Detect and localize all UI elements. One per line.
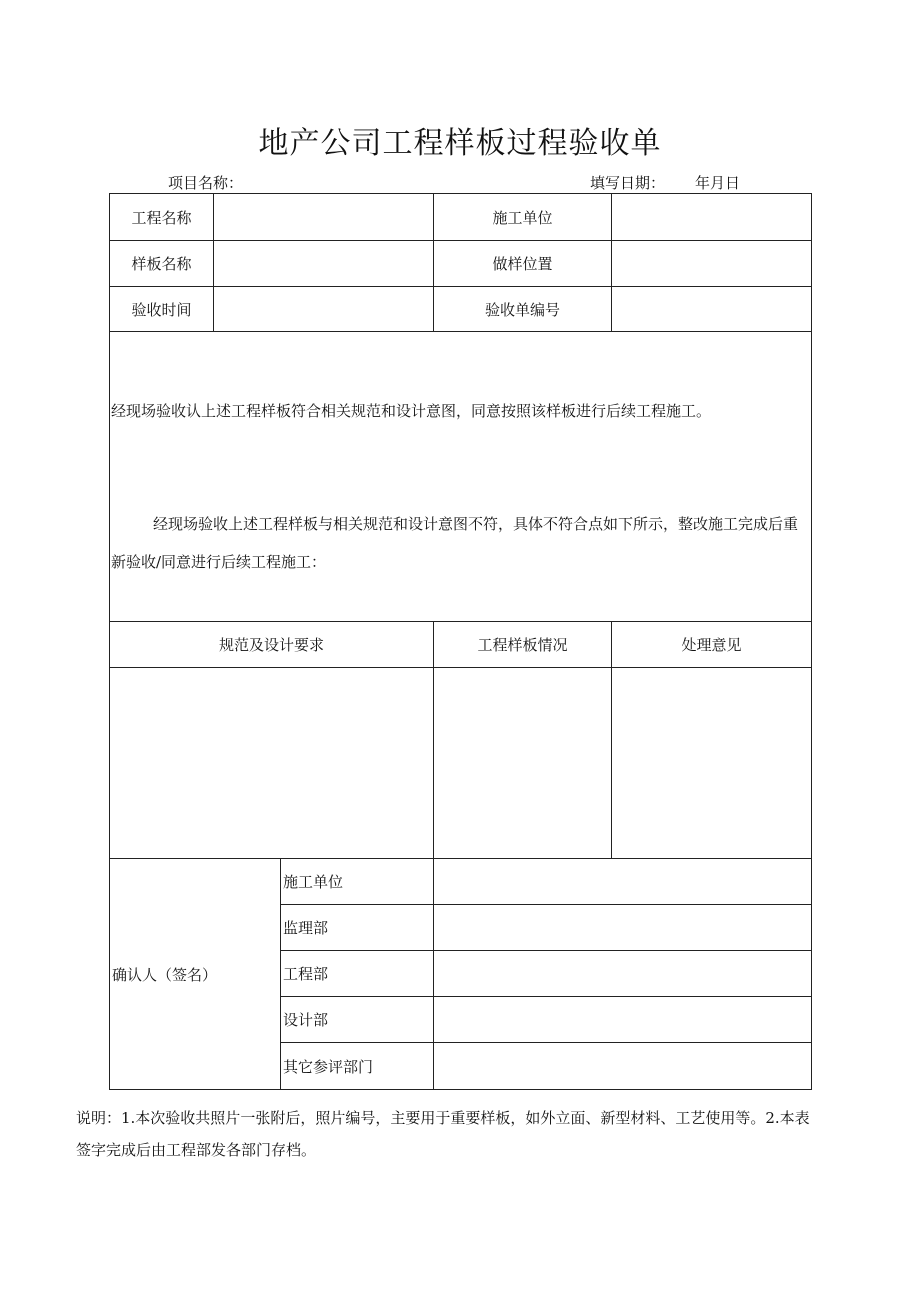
signoff-signature-cell[interactable]: [434, 859, 812, 905]
date-placeholder: 年月日: [695, 174, 741, 192]
sample-value[interactable]: [214, 241, 434, 287]
number-value[interactable]: [612, 287, 812, 332]
sample-label: 样板名称: [110, 241, 214, 287]
opinion-header: 处理意见: [612, 622, 812, 668]
signoff-signature-cell[interactable]: [434, 951, 812, 997]
project-value[interactable]: [214, 194, 434, 241]
requirements-cell[interactable]: [110, 668, 434, 859]
number-label: 验收单编号: [434, 287, 612, 332]
fill-date-label: 填写日期：: [590, 174, 666, 192]
footnote: 说明：1.本次验收共照片一张附后，照片编号，主要用于重要样板，如外立面、新型材料、工艺使用等。2.本表签字完成后由工程部发各部门存档。: [76, 1109, 810, 1159]
rejected-statement: 经现场验收上述工程样板与相关规范和设计意图不符，具体不符合点如下所示，整改施工完成后重新验收/同意进行后续工程施工：: [111, 515, 799, 571]
page-title: 地产公司工程样板过程验收单: [258, 126, 662, 161]
signoff-row-label: 施工单位: [281, 859, 434, 905]
signoff-row-label: 其它参评部门: [281, 1043, 434, 1090]
approved-statement: 经现场验收认上述工程样板符合相关规范和设计意图，同意按照该样板进行后续工程施工。: [111, 402, 712, 420]
project-name-label: 项目名称：: [168, 174, 244, 192]
acceptance-form: [109, 193, 812, 1090]
sample-status-header: 工程样板情况: [434, 622, 612, 668]
time-label: 验收时间: [110, 287, 214, 332]
signoff-row-label: 工程部: [281, 951, 434, 997]
opinion-cell[interactable]: [612, 668, 812, 859]
signoff-signature-cell[interactable]: [434, 1043, 812, 1090]
decision-section: [110, 332, 812, 622]
location-label: 做样位置: [434, 241, 612, 287]
signoff-row-label: 监理部: [281, 905, 434, 951]
signoff-row-label: 设计部: [281, 997, 434, 1043]
signoff-signature-cell[interactable]: [434, 997, 812, 1043]
project-label: 工程名称: [110, 194, 214, 241]
signoff-signature-cell[interactable]: [434, 905, 812, 951]
requirements-header: 规范及设计要求: [110, 622, 434, 668]
contractor-value[interactable]: [612, 194, 812, 241]
contractor-label: 施工单位: [434, 194, 612, 241]
fill-date: [590, 172, 740, 193]
location-value[interactable]: [612, 241, 812, 287]
signoff-label: 确认人（签名）: [110, 859, 281, 1090]
time-value[interactable]: [214, 287, 434, 332]
sample-status-cell[interactable]: [434, 668, 612, 859]
